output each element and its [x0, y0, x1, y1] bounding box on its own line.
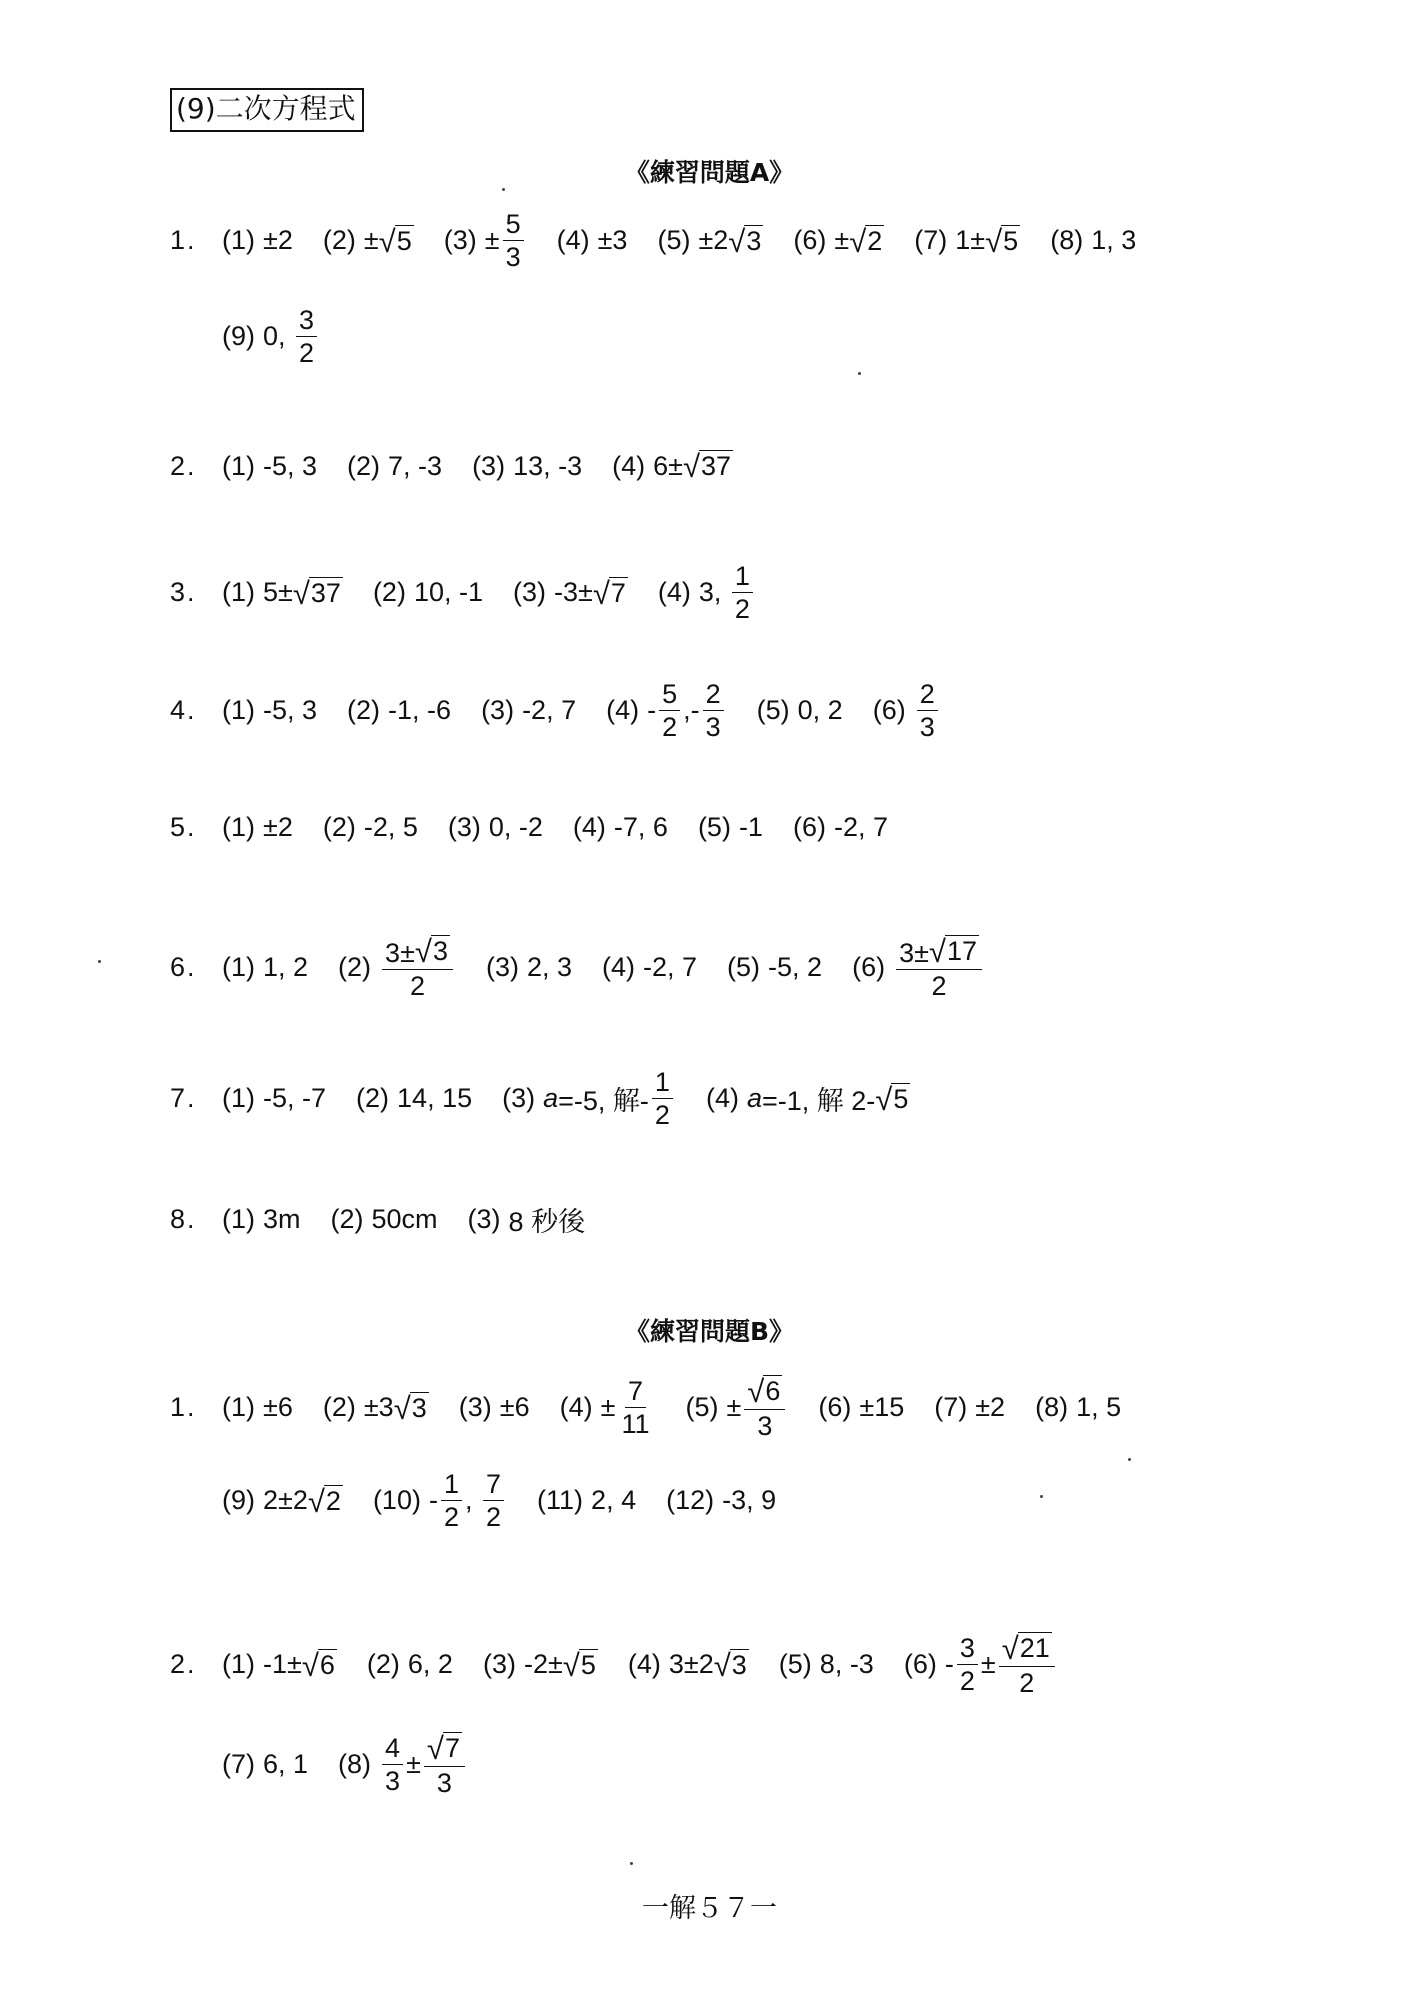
problem-b2-cont — [222, 1732, 498, 1798]
answer-item: (3) ± $\frac{5}{3}$ — [444, 210, 527, 272]
answer-item: (2) 6, 2 — [366, 1649, 453, 1680]
problem-number: 2. — [170, 1649, 197, 1680]
problem-number: 4. — [170, 695, 197, 726]
answer-item: (1) 1, 2 — [222, 952, 309, 983]
section-title-b: 《練習問題B》 — [624, 1317, 795, 1346]
answer-item: (7) 6, 1 — [222, 1749, 309, 1780]
answer-item: (6) $\frac{2}{3}$ — [873, 680, 941, 742]
problem-a7 — [170, 1068, 940, 1130]
answer-item: (2) 10, -1 — [372, 577, 483, 608]
answer-item: (6) ±15 — [818, 1392, 905, 1423]
scan-speck — [858, 372, 861, 375]
answer-item: (2) -1, -6 — [347, 695, 452, 726]
answer-item: (1) -5, 3 — [222, 695, 318, 726]
problem-a6 — [170, 935, 1015, 1001]
answer-item: (8) 1, 5 — [1035, 1392, 1122, 1423]
answer-item: (5) ±2 √ 3 — [657, 223, 762, 259]
problem-number: 1. — [170, 225, 197, 256]
answer-item: (5) -5, 2 — [727, 952, 823, 983]
section-title-a: 《練習問題A》 — [624, 158, 795, 187]
answer-item: (12) -3, 9 — [666, 1485, 777, 1516]
problem-a2 — [170, 450, 763, 482]
answer-item: (4) 6± √ 37 — [612, 449, 732, 484]
answer-item: (3) ±6 — [458, 1392, 530, 1423]
answer-item: (2) -2, 5 — [322, 812, 418, 842]
answer-item: (7) 1± √ 5 — [914, 223, 1019, 259]
problem-number: 6. — [170, 952, 197, 983]
answer-item: (3) 13, -3 — [472, 450, 583, 481]
answer-item: (4) a =-1, 解 2- √ 5 — [705, 1081, 909, 1117]
problem-a8 — [170, 1200, 615, 1239]
answer-item: (2) ±3 √ 3 — [322, 1390, 427, 1426]
chapter-title: (9)二次方程式 — [170, 88, 364, 132]
scan-speck — [1128, 1458, 1131, 1461]
problem-number: 1. — [170, 1392, 197, 1423]
answer-item: (9) 0, $\frac{3}{2}$ — [222, 306, 320, 368]
answer-item: (10) - $\frac{1}{2}$ , $\frac{7}{2}$ — [373, 1470, 507, 1532]
scan-speck — [98, 960, 101, 963]
answer-item: (4) 3±2 √ 3 — [627, 1647, 747, 1683]
answer-item: (3) 0, -2 — [447, 812, 543, 842]
answer-item: (3) 8 秒後 — [467, 1204, 586, 1237]
answer-item: (3) a =-5, 解- $\frac{1}{2}$ — [502, 1068, 676, 1130]
answer-item: (5) 0, 2 — [756, 695, 843, 726]
answer-item: (5) ± √ 6 3 — [685, 1375, 788, 1441]
answer-item: (1) -5, 3 — [222, 450, 318, 481]
answer-item: (1) 3m — [222, 1204, 301, 1234]
problem-a4 — [170, 680, 971, 742]
problem-b2 — [170, 1632, 1088, 1698]
answer-item: (6) - $\frac{3}{2}$ ± √ 21 2 — [904, 1632, 1058, 1698]
answer-item: (4) -2, 7 — [602, 952, 698, 983]
answer-item: (1) ±6 — [222, 1392, 293, 1423]
answer-item: (6) 3± √ 17 2 — [852, 935, 985, 1001]
answer-item: (5) 8, -3 — [778, 1649, 874, 1680]
scan-speck — [1040, 1495, 1043, 1498]
problem-number: 3. — [170, 577, 197, 608]
answer-item: (1) ±2 — [222, 225, 293, 256]
answer-item: (11) 2, 4 — [537, 1485, 637, 1516]
answer-item: (3) 2, 3 — [485, 952, 573, 983]
problem-a5 — [170, 812, 918, 843]
answer-item: (2) 14, 15 — [356, 1083, 473, 1114]
answer-item: (4) ± $\frac{7}{11}$ — [559, 1376, 650, 1440]
problem-a1-cont — [222, 306, 350, 368]
answer-item: (1) ±2 — [222, 812, 293, 842]
answer-item: (1) -1± √ 6 — [222, 1647, 335, 1683]
problem-b1 — [170, 1375, 1151, 1441]
problem-number: 8. — [170, 1204, 197, 1234]
answer-item: (7) ±2 — [934, 1392, 1006, 1423]
answer-item: (5) -1 — [697, 812, 763, 842]
answer-item: (2) 3± √ 3 2 — [338, 935, 456, 1001]
answer-item: (6) -2, 7 — [792, 812, 888, 842]
answer-item: (8) 1, 3 — [1050, 225, 1137, 256]
answer-item: (4) -7, 6 — [572, 812, 668, 842]
answer-item: (2) ± √ 5 — [322, 223, 412, 259]
scan-speck — [630, 1862, 633, 1865]
answer-item: (1) -5, -7 — [222, 1083, 327, 1114]
problem-a3 — [170, 562, 786, 624]
answer-item: (3) -2± √ 5 — [482, 1647, 596, 1683]
answer-item: (4) ±3 — [556, 225, 628, 256]
answer-item: (6) ± √ 2 — [793, 223, 883, 259]
problem-number: 2. — [170, 450, 197, 481]
problem-number: 5. — [170, 812, 197, 842]
answer-item: (8) $\frac{4}{3}$ ± √ 7 3 — [338, 1732, 468, 1798]
problem-number: 7. — [170, 1083, 197, 1114]
answer-item: (3) -2, 7 — [481, 695, 577, 726]
problem-a1 — [170, 210, 1166, 272]
answer-item: (1) 5± √ 37 — [222, 575, 341, 611]
answer-item: (9) 2±2 √ 2 — [222, 1483, 341, 1519]
answer-item: (2) 50cm — [330, 1204, 438, 1234]
scan-speck — [502, 188, 505, 191]
answer-item: (2) 7, -3 — [347, 450, 443, 481]
answer-item: (3) -3± √ 7 — [512, 575, 626, 611]
answer-item: (4) - $\frac{5}{2}$ ,- $\frac{2}{3}$ — [606, 680, 727, 742]
page-number: 一解５７一 — [642, 1893, 777, 1924]
problem-b1-cont — [222, 1470, 806, 1532]
answer-item: (4) 3, $\frac{1}{2}$ — [658, 562, 756, 624]
